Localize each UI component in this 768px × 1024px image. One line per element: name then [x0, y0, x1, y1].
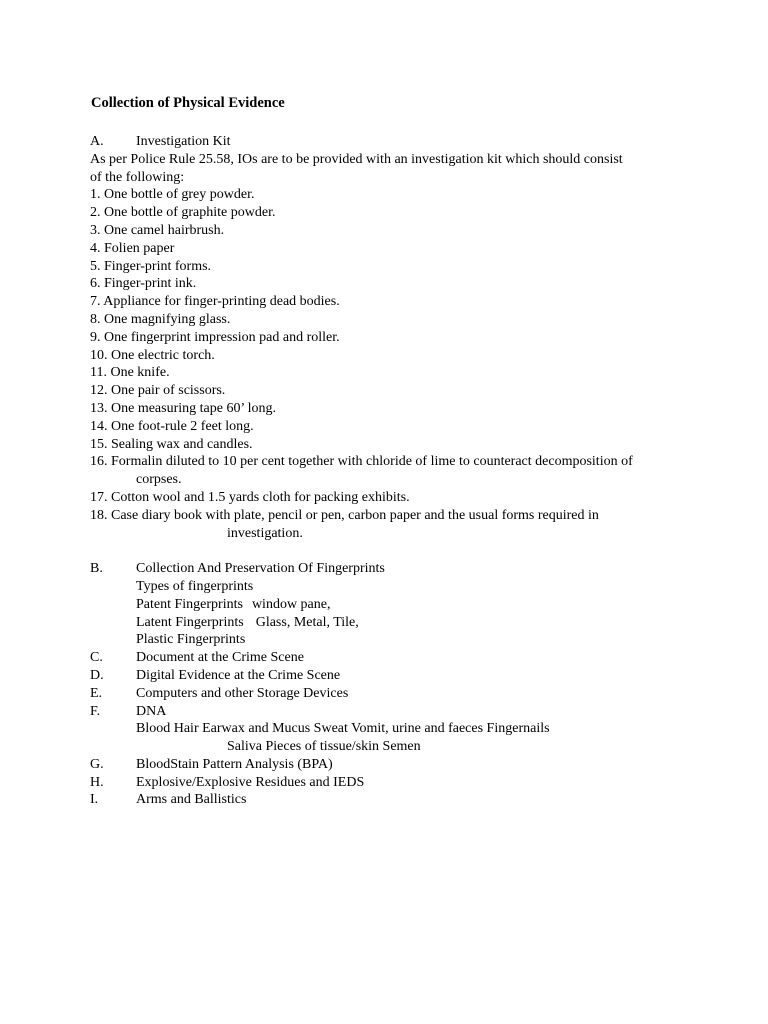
kit-item: 16. Formalin diluted to 10 per cent together with chloride of lime to counteract decomposition of [90, 454, 633, 470]
section-letter: I. [90, 792, 99, 808]
section-heading: Arms and Ballistics [136, 792, 247, 808]
section-letter: B. [90, 561, 103, 577]
kit-item: 14. One foot-rule 2 feet long. [90, 418, 254, 434]
kit-item: 5. Finger-print forms. [90, 258, 212, 274]
kit-item: 8. One magnifying glass. [90, 311, 231, 327]
section-heading: BloodStain Pattern Analysis (BPA) [136, 756, 333, 772]
kit-item: 10. One electric torch. [90, 347, 215, 363]
section-letter: D. [90, 667, 104, 683]
fingerprint-types-label: Types of fingerprints [136, 578, 254, 594]
section-letter: H. [90, 774, 104, 790]
kit-item: 7. Appliance for finger-printing dead bodies. [90, 294, 340, 310]
section-a-heading [90, 133, 690, 151]
kit-item: 2. One bottle of graphite powder. [90, 205, 276, 221]
kit-item: 9. One fingerprint impression pad and roller. [90, 329, 340, 345]
section-heading: Digital Evidence at the Crime Scene [136, 667, 341, 683]
section-heading: Collection And Preservation Of Fingerprints [136, 561, 385, 577]
latent-fingerprints-line [90, 614, 690, 632]
intro-line: As per Police Rule 25.58, IOs are to be provided with an investigation kit which should consist [90, 151, 623, 167]
kit-item: 13. One measuring tape 60’ long. [90, 400, 276, 416]
patent-fingerprints-line [90, 596, 690, 614]
section-heading: DNA [136, 703, 167, 719]
section-letter: A. [90, 134, 104, 149]
kit-item-continuation: corpses. [136, 472, 182, 488]
kit-item: 3. One camel hairbrush. [90, 222, 225, 238]
section-e-heading [90, 685, 690, 703]
kit-item: 4. Folien paper [90, 240, 175, 256]
section-letter: E. [90, 685, 103, 701]
section-heading: Document at the Crime Scene [136, 650, 304, 666]
dna-sources-line: Blood Hair Earwax and Mucus Sweat Vomit, urine and faeces Fingernails [136, 721, 550, 737]
kit-item: 11. One knife. [90, 365, 170, 381]
intro-line: of the following: [90, 169, 185, 185]
patent-label: Patent Fingerprints [136, 596, 243, 612]
section-d-heading [90, 667, 690, 685]
latent-label: Latent Fingerprints [136, 614, 244, 630]
section-i-heading [90, 791, 690, 809]
document-body [90, 133, 690, 809]
section-heading: Explosive/Explosive Residues and IEDS [136, 774, 365, 790]
plastic-fingerprints-line: Plastic Fingerprints [136, 632, 246, 648]
kit-item: 17. Cotton wool and 1.5 yards cloth for packing exhibits. [90, 489, 410, 505]
patent-example: window pane, [251, 596, 331, 612]
section-b-heading [90, 560, 690, 578]
section-letter: F. [90, 703, 101, 719]
section-letter: G. [90, 756, 104, 772]
section-f-heading [90, 703, 690, 721]
section-letter: C. [90, 650, 103, 666]
kit-item: 1. One bottle of grey powder. [90, 187, 255, 203]
kit-item-continuation: investigation. [227, 525, 303, 541]
section-c-heading [90, 649, 690, 667]
section-heading: Computers and other Storage Devices [136, 685, 349, 701]
page-title: Collection of Physical Evidence [91, 95, 285, 111]
section-g-heading [90, 756, 690, 774]
kit-item: 12. One pair of scissors. [90, 383, 226, 399]
section-spacer [90, 542, 690, 560]
section-h-heading [90, 774, 690, 792]
kit-item: 18. Case diary book with plate, pencil or pen, carbon paper and the usual forms required in [90, 507, 599, 523]
kit-item: 15. Sealing wax and candles. [90, 436, 253, 452]
latent-example: Glass, Metal, Tile, [255, 614, 359, 630]
dna-sources-line: Saliva Pieces of tissue/skin Semen [227, 739, 421, 755]
kit-item: 6. Finger-print ink. [90, 276, 197, 292]
section-heading: Investigation Kit [136, 134, 231, 149]
